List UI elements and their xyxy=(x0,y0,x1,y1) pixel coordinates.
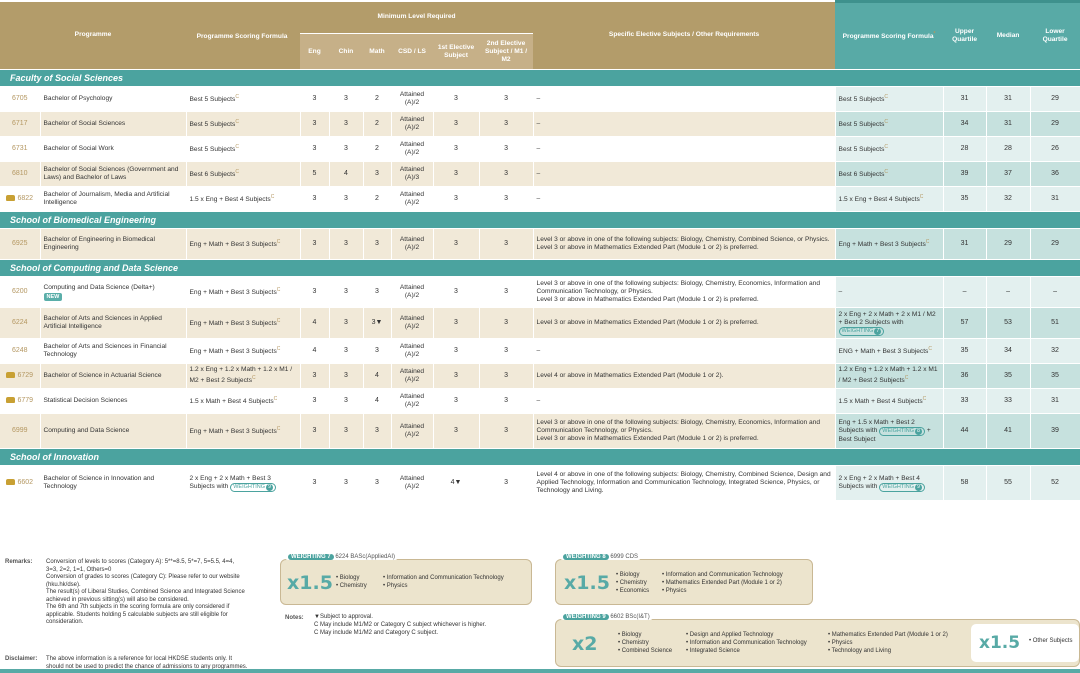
programme-code: 6200 xyxy=(0,277,40,308)
table-row xyxy=(0,137,1080,162)
weighting-9-box: WEIGHTING 9 6602 BSc(I&T) x2 • Biology • Chemistry • Combined Science • Design and Applied Technology • Information and Communication Technology • Integrated Science • Mathematics Extended Part (Module 1 or 2) • Physics • Technology and Living x1.5 • Other Subjects xyxy=(555,619,1080,667)
chin-level: 3 xyxy=(329,87,363,112)
remarks-text: Conversion of levels to scores (Category A): 5**=8.5, 5*=7, 5=5.5, 4=4, 3=3, 2=2, 1=1, Others=0 Conversion of grades to scores (Category C): Please refer to our website (hku.hk/dse). The result(s) of Liberal Studies, Combined Science and Integrated Science achieved in previous sitting(s) will also be considered. The 6th and 7th subjects in the scoring formula are only considered if applicable. Students holding 5 calculable subjects are still eligible for consideration. xyxy=(46,559,245,625)
section-header xyxy=(0,70,1080,87)
upper-quartile: 35 xyxy=(943,339,986,364)
csd-level: Attained (A)/2 xyxy=(391,87,433,112)
lower-quartile: 52 xyxy=(1030,466,1080,501)
programme-code: 6602 xyxy=(0,466,40,501)
upper-quartile: 44 xyxy=(943,414,986,449)
reference-formula: Eng + 1.5 x Math + Best 2 Subjects with WEIGHTING 8 + Best Subject xyxy=(835,414,943,449)
programme-name: Bachelor of Social Work xyxy=(40,137,186,162)
elective-1-level: 3 xyxy=(433,112,479,137)
math-level: 2 xyxy=(363,187,391,212)
programme-code: 6822 xyxy=(0,187,40,212)
table-row xyxy=(0,339,1080,364)
median: 37 xyxy=(986,162,1030,187)
table-row xyxy=(0,187,1080,212)
specific-requirements: – xyxy=(533,162,835,187)
specific-requirements: – xyxy=(533,339,835,364)
math-level: 4 xyxy=(363,389,391,414)
lower-quartile: 31 xyxy=(1030,389,1080,414)
elective-1-level: 3 xyxy=(433,277,479,308)
eng-level: 3 xyxy=(300,137,329,162)
section-title: School of Biomedical Engineering xyxy=(0,212,1080,229)
specific-requirements: Level 3 or above in one of the following subjects: Biology, Chemistry, Economics, Information and Communication Technology, or Physics. Level 3 or above in Mathematics Extended Part (Module 1 or 2) is preferred. xyxy=(533,277,835,308)
lower-quartile: 29 xyxy=(1030,87,1080,112)
section-title: School of Innovation xyxy=(0,449,1080,466)
chin-level: 3 xyxy=(329,308,363,339)
reference-formula: Best 6 Subjects$^C$ xyxy=(835,162,943,187)
header-elective-1: 1st Elective Subject xyxy=(433,34,479,70)
footnote-marker: C xyxy=(922,396,927,403)
footnote-marker: C xyxy=(276,239,281,246)
csd-level: Attained (A)/2 xyxy=(391,339,433,364)
bottom-bar xyxy=(0,669,1080,673)
footnote-marker: C xyxy=(235,119,239,126)
math-level: 2 xyxy=(363,87,391,112)
new-badge: NEW xyxy=(44,293,63,301)
chin-level: 4 xyxy=(329,162,363,187)
table-row xyxy=(0,87,1080,112)
lower-quartile: 29 xyxy=(1030,112,1080,137)
elective-2-level: 3 xyxy=(479,308,533,339)
programme-code: 6999 xyxy=(0,414,40,449)
footnote-marker: C xyxy=(270,194,275,201)
elective-2-level: 3 xyxy=(479,339,533,364)
programme-code: 6731 xyxy=(0,137,40,162)
weighting-pill: WEIGHTING 9 xyxy=(879,483,925,492)
header-r-formula: Programme Scoring Formula* xyxy=(835,2,943,70)
notes-label: Notes: xyxy=(285,615,304,621)
math-level: 3▼ xyxy=(363,308,391,339)
eng-level: 3 xyxy=(300,112,329,137)
median: 31 xyxy=(986,112,1030,137)
elective-1-level: 3 xyxy=(433,137,479,162)
header-elective-2: 2nd Elective Subject / M1 / M2 xyxy=(479,34,533,70)
section-title: Faculty of Social Sciences xyxy=(0,70,1080,87)
scoring-formula: Eng + Math + Best 3 Subjects$^C$ xyxy=(186,339,300,364)
specific-requirements: – xyxy=(533,87,835,112)
elective-1-level: 3 xyxy=(433,339,479,364)
scoring-formula: 2 x Eng + 2 x Math + Best 3 Subjects with WEIGHTING 9 xyxy=(186,466,300,501)
upper-quartile: 36 xyxy=(943,364,986,389)
footnote-marker: C xyxy=(235,169,239,176)
chin-level: 3 xyxy=(329,229,363,260)
math-level: 3 xyxy=(363,162,391,187)
upper-quartile: 33 xyxy=(943,389,986,414)
math-level: 2 xyxy=(363,112,391,137)
weighting-pill: WEIGHTING 9 xyxy=(230,483,276,492)
header-programme: Programme xyxy=(0,2,186,70)
math-level: 2 xyxy=(363,137,391,162)
elective-2-level: 3 xyxy=(479,277,533,308)
programme-code: 6779 xyxy=(0,389,40,414)
chin-level: 3 xyxy=(329,466,363,501)
reference-formula: ENG + Math + Best 3 Subjects$^C$ xyxy=(835,339,943,364)
table-row xyxy=(0,308,1080,339)
programme-name: Statistical Decision Sciences xyxy=(40,389,186,414)
eng-level: 3 xyxy=(300,466,329,501)
header-eng: Eng xyxy=(300,34,329,70)
lower-quartile: 31 xyxy=(1030,187,1080,212)
lower-quartile: – xyxy=(1030,277,1080,308)
elective-1-level: 3 xyxy=(433,229,479,260)
median: 31 xyxy=(986,87,1030,112)
median: 55 xyxy=(986,466,1030,501)
footnote-marker: C xyxy=(884,119,888,126)
csd-level: Attained (A)/3 xyxy=(391,162,433,187)
csd-level: Attained (A)/2 xyxy=(391,389,433,414)
upper-quartile: 35 xyxy=(943,187,986,212)
specific-requirements: Level 3 or above in Mathematics Extended Part (Module 1 or 2) is preferred. xyxy=(533,308,835,339)
lower-quartile: 29 xyxy=(1030,229,1080,260)
chin-level: 3 xyxy=(329,112,363,137)
lower-quartile: 39 xyxy=(1030,414,1080,449)
scoring-formula: Best 5 Subjects$^C$ xyxy=(186,112,300,137)
programme-name: Bachelor of Journalism, Media and Artificial Intelligence xyxy=(40,187,186,212)
programme-name: Bachelor of Psychology xyxy=(40,87,186,112)
median: 32 xyxy=(986,187,1030,212)
footnote-marker: C xyxy=(276,426,281,433)
section-header xyxy=(0,449,1080,466)
elective-1-level: 3 xyxy=(433,162,479,187)
elective-2-level: 3 xyxy=(479,364,533,389)
csd-level: Attained (A)/2 xyxy=(391,364,433,389)
programme-name: Bachelor of Social Sciences xyxy=(40,112,186,137)
scoring-formula: Eng + Math + Best 3 Subjects$^C$ xyxy=(186,277,300,308)
footnote-marker: C xyxy=(235,94,239,101)
disclaimer-text: The above information is a reference for local HKDSE students only. It should not be used to predict the chance of admissions to any programmes. xyxy=(46,656,248,670)
specific-requirements: – xyxy=(533,389,835,414)
upper-quartile: 57 xyxy=(943,308,986,339)
remarks-label: Remarks: xyxy=(5,559,33,565)
header-median: Median xyxy=(986,2,1030,70)
section-header xyxy=(0,212,1080,229)
lower-quartile: 35 xyxy=(1030,364,1080,389)
header-min-level: Minimum Level Required xyxy=(300,2,533,34)
upper-quartile: – xyxy=(943,277,986,308)
chin-level: 3 xyxy=(329,389,363,414)
weighting-8-box: WEIGHTING 8 6999 CDS x1.5 • Biology • Chemistry • Economics • Information and Communication Technology • Mathematics Extended Part (Module 1 or 2) • Physics xyxy=(555,559,813,605)
math-level: 3 xyxy=(363,414,391,449)
median: 34 xyxy=(986,339,1030,364)
notes-text: ▼Subject to approval. C May include M1/M2 or Category C subject whichever is higher. C May include M1/M2 and Category C subject. xyxy=(314,614,487,636)
reference-formula: 2 x Eng + 2 x Math + 2 x M1 / M2 + Best 2 Subjects with WEIGHTING 7 xyxy=(835,308,943,339)
specific-requirements: – xyxy=(533,112,835,137)
programme-name: Bachelor of Arts and Sciences in Applied Artificial Intelligence xyxy=(40,308,186,339)
elective-1-level: 4▼ xyxy=(433,466,479,501)
footer xyxy=(0,555,1080,673)
reference-formula: 1.5 x Eng + Best 4 Subjects$^C$ xyxy=(835,187,943,212)
chin-level: 3 xyxy=(329,277,363,308)
programme-name: Bachelor of Social Sciences (Government and Laws) and Bachelor of Laws xyxy=(40,162,186,187)
median: 41 xyxy=(986,414,1030,449)
reference-formula: 1.2 x Eng + 1.2 x Math + 1.2 x M1 / M2 + Best 2 Subjects$^C$ xyxy=(835,364,943,389)
programme-code: 6705 xyxy=(0,87,40,112)
lower-quartile: 32 xyxy=(1030,339,1080,364)
upper-quartile: 39 xyxy=(943,162,986,187)
math-level: 3 xyxy=(363,466,391,501)
chin-level: 3 xyxy=(329,364,363,389)
footnote-marker: C xyxy=(252,375,256,382)
reference-formula: 1.5 x Math + Best 4 Subjects$^C$ xyxy=(835,389,943,414)
eng-level: 3 xyxy=(300,229,329,260)
chin-level: 3 xyxy=(329,137,363,162)
specific-requirements: – xyxy=(533,137,835,162)
csd-level: Attained (A)/2 xyxy=(391,229,433,260)
median: 28 xyxy=(986,137,1030,162)
chin-level: 3 xyxy=(329,187,363,212)
crown-icon xyxy=(6,397,15,403)
elective-2-level: 3 xyxy=(479,137,533,162)
upper-quartile: 31 xyxy=(943,229,986,260)
table-row xyxy=(0,389,1080,414)
eng-level: 3 xyxy=(300,389,329,414)
csd-level: Attained (A)/2 xyxy=(391,187,433,212)
reference-formula: Eng + Math + Best 3 Subjects$^C$ xyxy=(835,229,943,260)
elective-1-level: 3 xyxy=(433,389,479,414)
programme-name: Computing and Data Science xyxy=(40,414,186,449)
math-level: 3 xyxy=(363,277,391,308)
eng-level: 3 xyxy=(300,414,329,449)
header-math: Math xyxy=(363,34,391,70)
lower-quartile: 36 xyxy=(1030,162,1080,187)
lower-quartile: 26 xyxy=(1030,137,1080,162)
programme-name: Bachelor of Science in Innovation and Technology xyxy=(40,466,186,501)
upper-quartile: 58 xyxy=(943,466,986,501)
programme-name: Bachelor of Science in Actuarial Science xyxy=(40,364,186,389)
csd-level: Attained (A)/2 xyxy=(391,466,433,501)
elective-2-level: 3 xyxy=(479,162,533,187)
reference-formula: Best 5 Subjects$^C$ xyxy=(835,137,943,162)
specific-requirements: Level 3 or above in one of the following subjects: Biology, Chemistry, Combined Science, or Physics. Level 3 or above in Mathematics Extended Part (Module 1 or 2) is preferred. xyxy=(533,229,835,260)
math-level: 4 xyxy=(363,364,391,389)
weighting-pill: WEIGHTING 7 xyxy=(839,327,885,336)
scoring-formula: Best 5 Subjects$^C$ xyxy=(186,137,300,162)
section-header xyxy=(0,260,1080,277)
scoring-formula: Eng + Math + Best 3 Subjects$^C$ xyxy=(186,414,300,449)
eng-level: 3 xyxy=(300,87,329,112)
programme-code: 6224 xyxy=(0,308,40,339)
csd-level: Attained (A)/2 xyxy=(391,112,433,137)
header-csd: CSD / LS xyxy=(391,34,433,70)
elective-2-level: 3 xyxy=(479,229,533,260)
chin-level: 3 xyxy=(329,339,363,364)
csd-level: Attained (A)/2 xyxy=(391,137,433,162)
upper-quartile: 28 xyxy=(943,137,986,162)
specific-requirements: Level 4 or above in one of the following subjects: Biology, Chemistry, Combined Science, Design and Applied Technology, Information and Communication Technology, Integrated Science, Physics, or Technology and Living. xyxy=(533,466,835,501)
elective-2-level: 3 xyxy=(479,187,533,212)
reference-formula: 2 x Eng + 2 x Math + Best 4 Subjects with WEIGHTING 9 xyxy=(835,466,943,501)
upper-quartile: 34 xyxy=(943,112,986,137)
table-row xyxy=(0,466,1080,501)
programme-code: 6729 xyxy=(0,364,40,389)
specific-requirements: Level 4 or above in Mathematics Extended Part (Module 1 or 2). xyxy=(533,364,835,389)
programme-name: Computing and Data Science (Delta+) NEW xyxy=(40,277,186,308)
elective-1-level: 3 xyxy=(433,308,479,339)
eng-level: 3 xyxy=(300,364,329,389)
footnote-marker: C xyxy=(919,194,924,201)
disclaimer-label: Disclaimer: xyxy=(5,656,38,662)
footnote-marker: C xyxy=(235,144,239,151)
table-row xyxy=(0,162,1080,187)
elective-2-level: 3 xyxy=(479,112,533,137)
footnote-marker: C xyxy=(928,346,932,353)
scoring-formula: Eng + Math + Best 3 Subjects$^C$ xyxy=(186,308,300,339)
footnote-marker: C xyxy=(925,239,930,246)
csd-level: Attained (A)/2 xyxy=(391,308,433,339)
crown-icon xyxy=(6,195,15,201)
math-level: 3 xyxy=(363,229,391,260)
weighting-7-box: WEIGHTING 7 6224 BASc(AppliedAI) x1.5 • Biology • Chemistry • Information and Communication Technology • Physics xyxy=(280,559,532,605)
section-title: School of Computing and Data Science xyxy=(0,260,1080,277)
specific-requirements: Level 3 or above in one of the following subjects: Biology, Chemistry, Economics, Information and Communication Technology, or Physics. Level 3 or above in Mathematics Extended Part (Module 1 or 2) is preferred. xyxy=(533,414,835,449)
upper-quartile: 31 xyxy=(943,87,986,112)
median: – xyxy=(986,277,1030,308)
eng-level: 3 xyxy=(300,187,329,212)
scoring-formula: 1.2 x Eng + 1.2 x Math + 1.2 x M1 / M2 + Best 2 Subjects$^C$ xyxy=(186,364,300,389)
footnote-marker: C xyxy=(276,346,281,353)
footnote-marker: C xyxy=(276,287,281,294)
math-level: 3 xyxy=(363,339,391,364)
csd-level: Attained (A)/2 xyxy=(391,414,433,449)
footnote-marker: C xyxy=(276,318,281,325)
elective-1-level: 3 xyxy=(433,187,479,212)
eng-level: 4 xyxy=(300,308,329,339)
table-row xyxy=(0,414,1080,449)
median: 53 xyxy=(986,308,1030,339)
median: 29 xyxy=(986,229,1030,260)
median: 33 xyxy=(986,389,1030,414)
programme-code: 6717 xyxy=(0,112,40,137)
elective-1-level: 3 xyxy=(433,364,479,389)
header-specific: Specific Elective Subjects / Other Requirements xyxy=(533,2,835,70)
scoring-formula: Best 5 Subjects$^C$ xyxy=(186,87,300,112)
elective-1-level: 3 xyxy=(433,414,479,449)
scoring-formula: 1.5 x Math + Best 4 Subjects$^C$ xyxy=(186,389,300,414)
elective-1-level: 3 xyxy=(433,87,479,112)
footnote-marker: C xyxy=(904,375,909,382)
reference-formula: Best 5 Subjects$^C$ xyxy=(835,87,943,112)
eng-level: 5 xyxy=(300,162,329,187)
crown-icon xyxy=(6,372,15,378)
header-formula: Programme Scoring Formula* xyxy=(186,2,300,70)
header-lower: Lower Quartile xyxy=(1030,2,1080,70)
scoring-formula: 1.5 x Eng + Best 4 Subjects$^C$ xyxy=(186,187,300,212)
scoring-formula: Eng + Math + Best 3 Subjects$^C$ xyxy=(186,229,300,260)
elective-2-level: 3 xyxy=(479,466,533,501)
weighting-pill: WEIGHTING 8 xyxy=(879,427,925,436)
elective-2-level: 3 xyxy=(479,87,533,112)
table-row xyxy=(0,112,1080,137)
footnote-marker: C xyxy=(273,396,278,403)
programme-code: 6925 xyxy=(0,229,40,260)
eng-level: 4 xyxy=(300,339,329,364)
footnote-marker: C xyxy=(884,94,888,101)
chin-level: 3 xyxy=(329,414,363,449)
table-row xyxy=(0,229,1080,260)
elective-2-level: 3 xyxy=(479,414,533,449)
lower-quartile: 51 xyxy=(1030,308,1080,339)
csd-level: Attained (A)/2 xyxy=(391,277,433,308)
eng-level: 3 xyxy=(300,277,329,308)
specific-requirements: – xyxy=(533,187,835,212)
reference-formula: – xyxy=(835,277,943,308)
elective-2-level: 3 xyxy=(479,389,533,414)
programme-code: 6248 xyxy=(0,339,40,364)
footnote-marker: C xyxy=(884,169,888,176)
programme-code: 6810 xyxy=(0,162,40,187)
programme-name: Bachelor of Engineering in Biomedical Engineering xyxy=(40,229,186,260)
median: 35 xyxy=(986,364,1030,389)
header-upper: Upper Quartile xyxy=(943,2,986,70)
header-chin: Chin xyxy=(329,34,363,70)
scoring-formula: Best 6 Subjects$^C$ xyxy=(186,162,300,187)
table-row xyxy=(0,277,1080,308)
table-row xyxy=(0,364,1080,389)
programme-name: Bachelor of Arts and Sciences in Financial Technology xyxy=(40,339,186,364)
reference-formula: Best 5 Subjects$^C$ xyxy=(835,112,943,137)
crown-icon xyxy=(6,479,15,485)
footnote-marker: C xyxy=(884,144,888,151)
